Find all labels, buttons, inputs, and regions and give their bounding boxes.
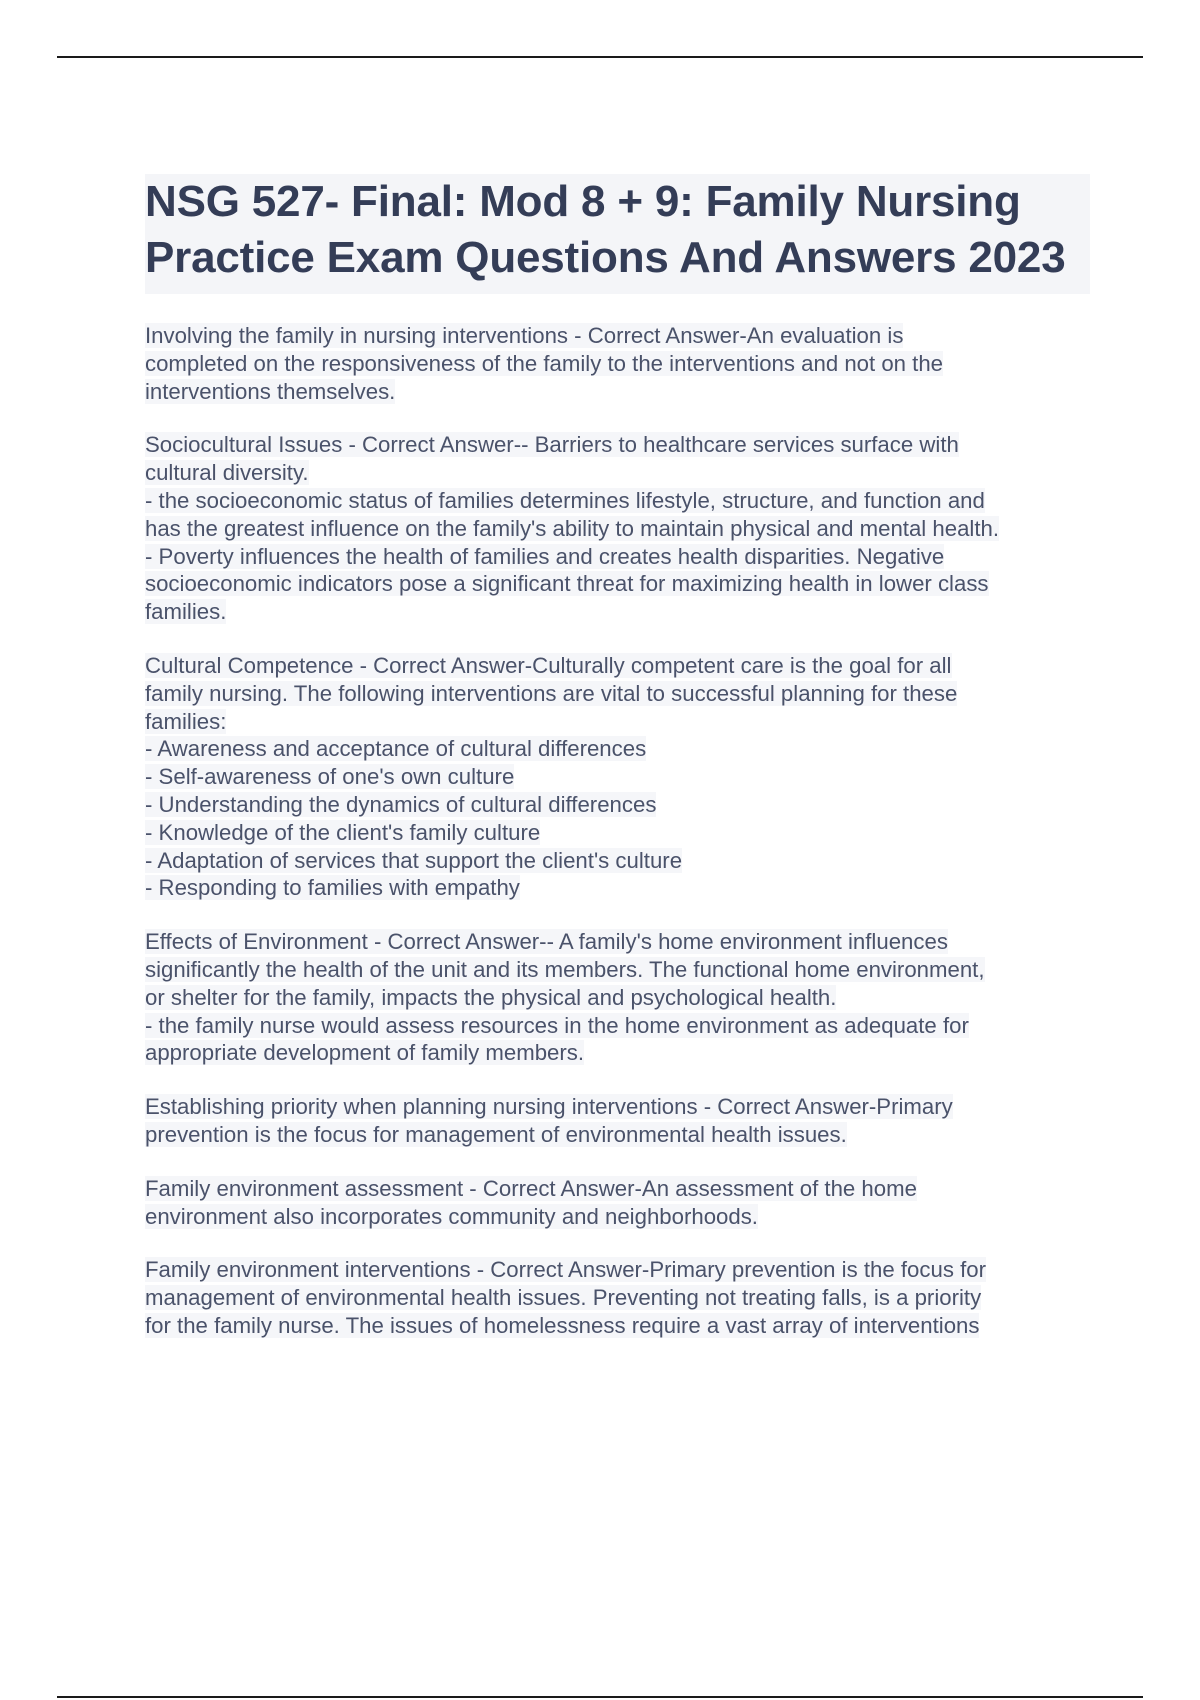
top-rule [57, 56, 1143, 58]
qa-line-text: families. [145, 599, 227, 625]
qa-line [145, 570, 1090, 598]
qa-line [145, 847, 1090, 875]
qa-line [145, 874, 1090, 902]
qa-line-text: families: [145, 708, 227, 734]
qa-line-text: interventions themselves. [145, 378, 396, 404]
qa-line [145, 708, 1090, 736]
qa-line [145, 322, 1090, 350]
qa-entry-cultural-competence [145, 652, 1090, 902]
qa-line-text: completed on the responsiveness of the family to the interventions and not on the [145, 350, 944, 376]
qa-line-text: Family environment assessment - Correct Answer-An assessment of the home [145, 1175, 917, 1201]
qa-entry-family-environment-assessment [145, 1175, 1090, 1231]
qa-line [145, 735, 1090, 763]
qa-line-text: has the greatest influence on the family's ability to maintain physical and mental health. [145, 515, 1000, 541]
qa-line-text: Effects of Environment - Correct Answer-- A family's home environment influences [145, 929, 948, 955]
qa-line-text: appropriate development of family members. [145, 1040, 585, 1066]
qa-list [145, 322, 1090, 1340]
qa-line [145, 956, 1090, 984]
qa-line [145, 1175, 1090, 1203]
qa-entry-family-environment-interventions [145, 1256, 1090, 1339]
qa-line [145, 350, 1090, 378]
qa-line-text: significantly the health of the unit and its members. The functional home environment, [145, 956, 985, 982]
qa-line [145, 984, 1090, 1012]
qa-entry-involving-family [145, 322, 1090, 405]
qa-line-text: Cultural Competence - Correct Answer-Culturally competent care is the goal for all [145, 652, 952, 678]
qa-entry-sociocultural-issues [145, 431, 1090, 626]
qa-line [145, 378, 1090, 406]
qa-line-text: for the family nurse. The issues of homelessness require a vast array of interventions [145, 1312, 980, 1338]
qa-line [145, 791, 1090, 819]
qa-line-text: - Self-awareness of one's own culture [145, 764, 515, 790]
qa-line [145, 431, 1090, 459]
qa-line-text: - Knowledge of the client's family culture [145, 819, 541, 845]
qa-line-text: - the socioeconomic status of families determines lifestyle, structure, and function and [145, 487, 985, 513]
title-block [145, 174, 1090, 294]
qa-line-text: - Responding to families with empathy [145, 875, 520, 901]
document-title: NSG 527- Final: Mod 8 + 9: Family Nursing Practice Exam Questions And Answers 2023 [145, 177, 1066, 282]
qa-line-text: - Awareness and acceptance of cultural differences [145, 736, 647, 762]
qa-line [145, 1121, 1090, 1149]
qa-line-text: management of environmental health issues. Preventing not treating falls, is a priority [145, 1285, 982, 1311]
qa-line-text: - the family nurse would assess resources in the home environment as adequate for [145, 1012, 969, 1038]
qa-line-text: prevention is the focus for management of environmental health issues. [145, 1121, 847, 1147]
qa-line [145, 515, 1090, 543]
qa-line-text: family nursing. The following interventions are vital to successful planning for these [145, 680, 958, 706]
qa-line [145, 819, 1090, 847]
qa-line-text: - Adaptation of services that support the client's culture [145, 847, 683, 873]
qa-line [145, 1012, 1090, 1040]
qa-line-text: cultural diversity. [145, 460, 309, 486]
qa-line [145, 487, 1090, 515]
qa-entry-effects-of-environment [145, 928, 1090, 1067]
qa-line [145, 763, 1090, 791]
qa-line [145, 1039, 1090, 1067]
qa-line [145, 459, 1090, 487]
qa-line [145, 1203, 1090, 1231]
bottom-rule [57, 1696, 1143, 1698]
document-body [145, 174, 1090, 1366]
qa-line-text: Involving the family in nursing interventions - Correct Answer-An evaluation is [145, 323, 904, 348]
qa-line-text: environment also incorporates community and neighborhoods. [145, 1203, 758, 1229]
qa-line-text: Family environment interventions - Correct Answer-Primary prevention is the focus for [145, 1257, 986, 1283]
qa-line [145, 598, 1090, 626]
qa-line [145, 928, 1090, 956]
qa-line [145, 680, 1090, 708]
qa-line-text: socioeconomic indicators pose a significant threat for maximizing health in lower class [145, 571, 989, 597]
qa-entry-establishing-priority [145, 1093, 1090, 1149]
qa-line-text: - Poverty influences the health of families and creates health disparities. Negative [145, 543, 945, 569]
qa-line-text: - Understanding the dynamics of cultural differences [145, 791, 657, 817]
qa-line [145, 1284, 1090, 1312]
qa-line [145, 1256, 1090, 1284]
qa-line [145, 543, 1090, 571]
qa-line-text: Sociocultural Issues - Correct Answer-- Barriers to healthcare services surface with [145, 432, 959, 458]
qa-line [145, 1312, 1090, 1340]
qa-line-text: Establishing priority when planning nursing interventions - Correct Answer-Primary [145, 1094, 953, 1120]
qa-line [145, 1093, 1090, 1121]
qa-line [145, 652, 1090, 680]
qa-line-text: or shelter for the family, impacts the physical and psychological health. [145, 984, 837, 1010]
